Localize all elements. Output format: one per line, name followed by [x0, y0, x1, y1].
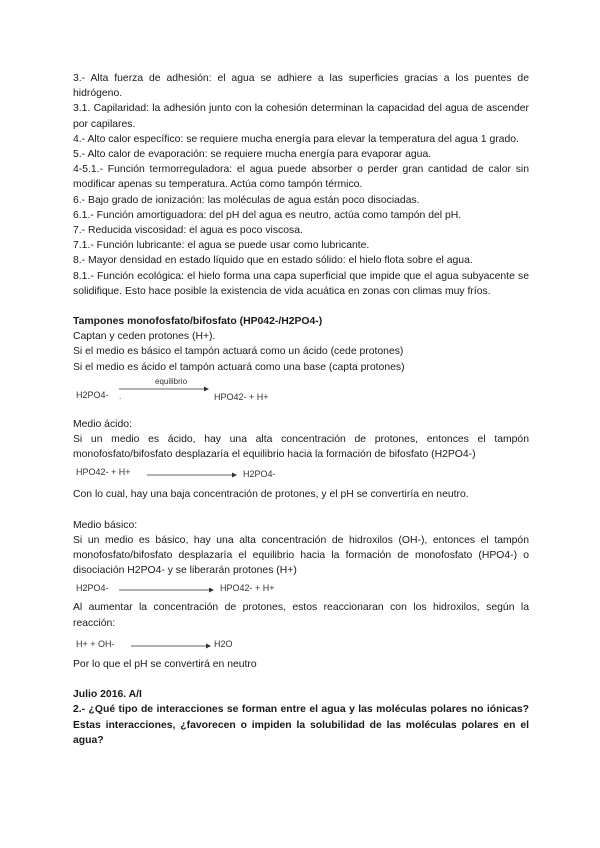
- property-item: 8.- Mayor densidad en estado líquido que en estado sólido: el hielo flota sobre el agua.: [73, 255, 473, 267]
- arrow-label: equilibrio: [155, 376, 188, 386]
- equation-left: HPO42- + H+: [76, 467, 131, 478]
- property-item: 7.- Reducida viscosidad: el agua es poco viscosa.: [73, 225, 303, 237]
- basic-conclusion: Por lo que el pH se convertirá en neutro: [73, 658, 257, 670]
- dot-mark: .: [119, 391, 122, 401]
- property-item: 3.1. Capilaridad: la adhesión junto con la cohesión determinan la capacidad del agua de ascender por capilares.: [73, 103, 529, 130]
- equation-right: HPO42- + H+: [214, 391, 269, 402]
- reaction-arrow: [131, 642, 211, 650]
- property-item: 4-5.1.- Función termorreguladora: el agua puede absorber o perder gran cantidad de calor sin modificar apenas su temperatura. Actúa como tampón térmico.: [73, 164, 529, 191]
- reaction-arrow: [119, 586, 214, 594]
- acid-text: Si un medio es ácido, hay una alta concentración de protones, entonces el tampón monofosfato/bifosfato desplazaría el equilibrio hacia la formación de bifosfato (H2PO4-): [73, 434, 529, 461]
- exam-date: Julio 2016. A/I: [73, 689, 142, 701]
- basic-text-2: Al aumentar la concentración de protones, estos reaccionaran con los hidroxilos, según la reacción:: [73, 602, 529, 629]
- water-properties-list: [73, 71, 529, 299]
- section-heading: Tampones monofosfato/bifosfato (HP042-/H2PO4-): [73, 316, 323, 328]
- intro-line: Captan y ceden protones (H+).: [73, 331, 216, 343]
- property-item: 6.1.- Función amortiguadora: del pH del agua es neutro, actúa como tampón del pH.: [73, 209, 462, 221]
- document-page: [73, 71, 529, 748]
- property-item: 4.- Alto calor específico: se requiere mucha energía para elevar la temperatura del agua 1 grado.: [73, 133, 519, 145]
- equation-left: H+ + OH-: [76, 638, 115, 649]
- equation-basic: [73, 578, 529, 600]
- acid-heading: Medio ácido:: [73, 418, 132, 430]
- property-item: 7.1.- Función lubricante: el agua se puede usar como lubricante.: [73, 240, 370, 252]
- intro-line: Si el medio es básico el tampón actuará como un ácido (cede protones): [73, 346, 404, 358]
- property-item: 6.- Bajo grado de ionización: las moléculas de agua están poco disociadas.: [73, 194, 420, 206]
- acid-conclusion: Con lo cual, hay una baja concentración de protones, y el pH se convertiría en neutro.: [73, 489, 469, 501]
- intro-line: Si el medio es ácido el tampón actuará como una base (capta protones): [73, 361, 405, 373]
- equation-acid: [73, 462, 529, 487]
- basic-text: Si un medio es básico, hay una alta concentración de hidroxilos (OH-), entonces el tampón monofosfato/bifosfato desplazaría el equilibrio hacia la formación de monofosfato (HPO4-) o disociación H2PO4- y se liberarán protones (H+): [73, 534, 529, 577]
- equation-right: H2O: [214, 638, 233, 649]
- basic-heading: Medio básico:: [73, 519, 138, 531]
- reaction-arrow: [147, 471, 237, 479]
- equation-right: H2PO4-: [243, 469, 276, 480]
- property-item: 8.1.- Función ecológica: el hielo forma una capa superficial que impide que el agua subyacente se solidifique. Esto hace posible la existencia de vida acuática en zonas con climas muy fríos.: [73, 270, 529, 297]
- reaction-arrow: [119, 385, 209, 393]
- equation-right: HPO42- + H+: [220, 583, 275, 594]
- exam-question: 2.- ¿Qué tipo de interacciones se forman entre el agua y las moléculas polares no iónicas? Estas interacciones, ¿favorecen o impiden la solubilidad de las moléculas polares en el agua?: [73, 704, 529, 746]
- equation-left: H2PO4-: [76, 583, 109, 594]
- equation-equilibrium: [73, 377, 529, 409]
- property-item: 3.- Alta fuerza de adhesión: el agua se adhiere a las superficies gracias a los puentes de hidrógeno.: [73, 73, 529, 100]
- property-item: 5.- Alto calor de evaporación: se requiere mucha energía para evaporar agua.: [73, 149, 432, 161]
- equation-left: H2PO4-: [76, 389, 109, 400]
- equation-neutralization: [73, 631, 529, 657]
